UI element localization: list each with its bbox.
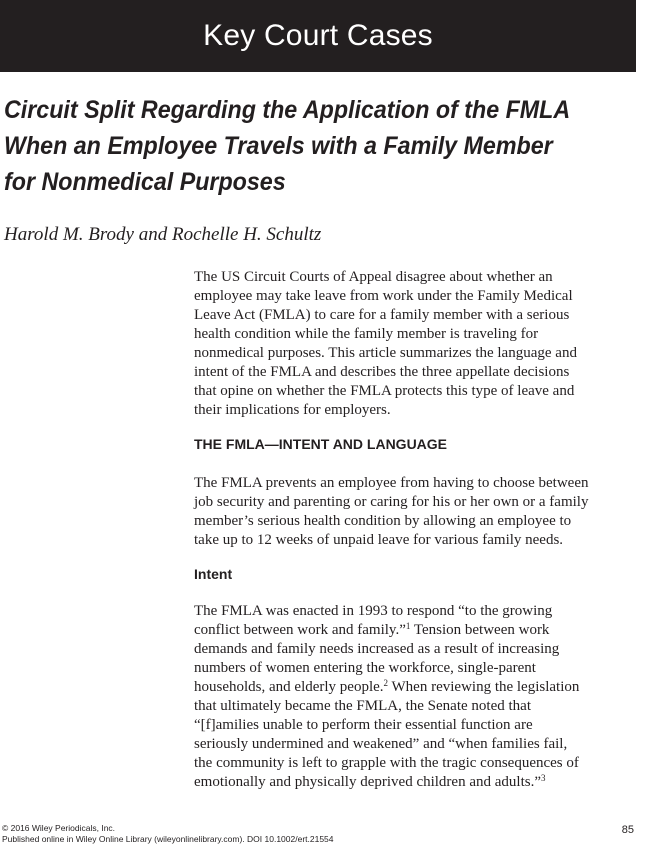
- abstract-line: The US Circuit Courts of Appeal disagree about whether an: [194, 269, 553, 285]
- intent-line: [194, 621, 579, 640]
- abstract-line: nonmedical purposes. This article summarizes the language and: [194, 345, 577, 361]
- publication-line: Published online in Wiley Online Library (wileyonlinelibrary.com). DOI 10.1002/ert.21554: [2, 834, 334, 844]
- intent-text: When reviewing the legislation: [388, 679, 580, 695]
- intent-line: [194, 773, 579, 792]
- article-title-line: for Nonmedical Purposes: [4, 168, 286, 196]
- fmla-line: The FMLA prevents an employee from having to choose between: [194, 475, 589, 491]
- intent-line: numbers of women entering the workforce, single-parent: [194, 660, 536, 676]
- intent-text: households, and elderly people.: [194, 679, 384, 695]
- subsection-heading-intent: Intent: [194, 566, 233, 582]
- intent-line: [194, 678, 579, 697]
- intent-text: emotionally and physically deprived children and adults.”: [194, 774, 541, 790]
- footnote-ref-3: 3: [541, 773, 546, 783]
- intent-line: the community is left to grapple with the tragic consequences of: [194, 755, 579, 771]
- abstract-line: health condition while the family member is traveling for: [194, 326, 539, 342]
- intent-line: seriously undermined and weakened” and “when families fail,: [194, 736, 568, 752]
- article-title-line: Circuit Split Regarding the Application of the FMLA: [4, 96, 571, 124]
- abstract-line: their implications for employers.: [194, 402, 391, 418]
- fmla-line: take up to 12 weeks of unpaid leave for various family needs.: [194, 532, 564, 548]
- article-title-line: When an Employee Travels with a Family Member: [4, 132, 553, 160]
- copyright-line: © 2016 Wiley Periodicals, Inc.: [2, 823, 116, 833]
- page-number: 85: [621, 824, 634, 836]
- article-authors: Harold M. Brody and Rochelle H. Schultz: [4, 224, 322, 245]
- fmla-line: member’s serious health condition by allowing an employee to: [194, 513, 572, 529]
- intent-text: conflict between work and family.”: [194, 622, 406, 638]
- abstract-paragraph: [194, 268, 577, 420]
- section-banner-label: Key Court Cases: [203, 19, 433, 52]
- page-footer: [2, 823, 334, 845]
- intent-line: demands and family needs increased as a result of increasing: [194, 641, 560, 657]
- intent-line: “[f]amilies unable to perform their essential function are: [194, 717, 533, 733]
- intent-text: Tension between work: [410, 622, 550, 638]
- footnote-ref-1: 1: [405, 621, 411, 631]
- fmla-line: job security and parenting or caring for his or her own or a family: [194, 494, 589, 510]
- section-heading-fmla: THE FMLA—INTENT AND LANGUAGE: [194, 436, 448, 452]
- intent-line: The FMLA was enacted in 1993 to respond “to the growing: [194, 603, 553, 619]
- article-title: [4, 92, 581, 200]
- abstract-line: intent of the FMLA and describes the three appellate decisions: [194, 364, 570, 380]
- abstract-line: Leave Act (FMLA) to care for a family member with a serious: [194, 307, 570, 323]
- abstract-line: employee may take leave from work under the Family Medical: [194, 288, 573, 304]
- fmla-paragraph: [194, 474, 588, 550]
- intent-line: that ultimately became the FMLA, the Senate noted that: [194, 698, 531, 714]
- intent-paragraph: [194, 602, 579, 792]
- abstract-line: that opine on whether the FMLA protects this type of leave and: [194, 383, 575, 399]
- section-banner: [0, 0, 636, 72]
- footnote-ref-2: 2: [383, 678, 389, 688]
